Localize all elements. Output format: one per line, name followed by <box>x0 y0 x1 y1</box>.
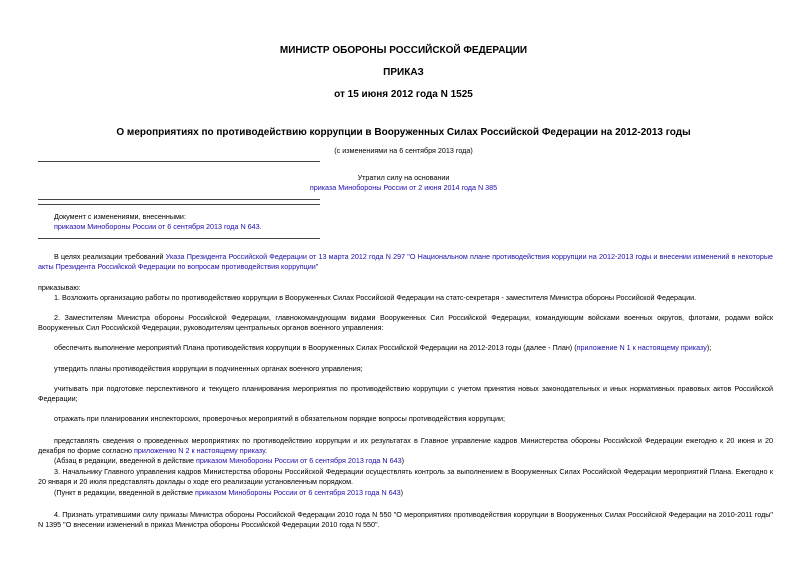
appendix-1-link[interactable]: приложение N 1 к настоящему приказу <box>576 343 707 352</box>
amendments-note: (с изменениями на 6 сентября 2013 года) <box>334 146 473 155</box>
note1-link[interactable]: приказом Минобороны России от 6 сентября 2013 года N 643 <box>195 456 402 465</box>
intro-link[interactable]: Указа Президента Российской Федерации от 13 марта 2012 года N 297 "О Национальном плане противодействия коррупции на 2012-2013 годы и внесении изменений в некоторые акты Президента Российской Федерации по вопросам противодействия коррупции" <box>38 252 773 271</box>
paragraph-2a <box>38 343 773 353</box>
divider <box>38 204 320 205</box>
note1-text: (Абзац в редакции, введенной в действие <box>54 456 196 465</box>
doc-type-heading: ПРИКАЗ <box>383 67 424 78</box>
paragraph-2b: утвердить планы противодействия коррупции в подчиненных органах военного управления; <box>54 364 363 373</box>
intro-prefix: В целях реализации требований <box>54 252 166 261</box>
page-title: О мероприятиях по противодействию коррупции в Вооруженных Силах Российской Федерации на 2012-2013 годы <box>116 127 691 138</box>
p2a-end: ); <box>706 343 712 352</box>
note1-end: ) <box>401 456 404 465</box>
changes-doc-label: Документ с изменениями, внесенными: <box>54 212 186 221</box>
note2-text: (Пункт в редакции, введенной в действие <box>54 488 196 497</box>
date-number-heading: от 15 июня 2012 года N 1525 <box>334 89 473 100</box>
lost-force-label: Утратил силу на основании <box>357 173 450 182</box>
p2e-end: . <box>264 446 267 455</box>
divider <box>38 161 320 162</box>
intro-paragraph <box>38 252 773 272</box>
divider <box>38 238 320 239</box>
order-word: приказываю: <box>38 283 81 292</box>
paragraph-2c: учитывать при подготовке перспективного и текущего планирования мероприятия по противодействию коррупции с учетом принятия новых законодательных и иных нормативных правовых актов Российской Федерации; <box>38 384 773 403</box>
edit-note-2 <box>54 488 754 498</box>
ministry-heading: МИНИСТР ОБОРОНЫ РОССИЙСКОЙ ФЕДЕРАЦИИ <box>279 45 528 56</box>
paragraph-2e <box>38 436 773 456</box>
divider <box>38 199 320 200</box>
edit-note-1 <box>54 456 754 466</box>
appendix-2-link[interactable]: приложению N 2 к настоящему приказу <box>134 446 265 455</box>
p2a-text: обеспечить выполнение мероприятий Плана противодействия коррупции в Вооруженных Силах Российской Федерации на 2012-2013 годы (далее - План) ( <box>54 343 577 352</box>
lost-force-link[interactable]: приказа Минобороны России от 2 июня 2014 года N 385 <box>309 183 498 192</box>
p2e-text: представлять сведения о проведенных мероприятиях по противодействию коррупции и их результатах в Главное управление кадров Министерства обороны Российской Федерации ежегодно к 20 июня и 20 декабря по форме согласно <box>38 436 773 455</box>
paragraph-2: 2. Заместителям Министра обороны Российской Федерации, главнокомандующим видами Вооруженных Сил Российской Федерации, командующим войсками военных округов, флотами, родами войск Вооруженных Сил Российской Федерации, руководителям центральных органов военного управления: <box>38 313 773 332</box>
paragraph-3: 3. Начальнику Главного управления кадров Министерства обороны Российской Федерации осуществлять контроль за выполнением в Вооруженных Силах Российской Федерации мероприятий Плана. Ежегодно к 20 января и 20 июля представлять доклады о ходе его реализации установленным порядком. <box>38 467 773 486</box>
paragraph-2d: отражать при планировании инспекторских, проверочных мероприятий в обязательном порядке вопросы противодействия коррупции; <box>54 414 506 423</box>
paragraph-1: 1. Возложить организацию работы по противодействию коррупции в Вооруженных Силах Российской Федерации на статс-секретаря - заместителя Министра обороны Российской Федерации. <box>54 293 697 302</box>
paragraph-4: 4. Признать утратившими силу приказы Министра обороны Российской Федерации 2010 года N 550 "О мероприятиях противодействия коррупции в Вооруженных Силах Российской Федерации на 2010-2011 годы" N 1395 "О внесении изменений в приказ Министра обороны Российской Федерации 2010 года N 550". <box>38 510 773 529</box>
note2-end: ) <box>400 488 404 497</box>
changes-doc-link[interactable]: приказом Минобороны России от 6 сентября 2013 года N 643. <box>54 222 262 231</box>
note2-link[interactable]: приказом Минобороны России от 6 сентября 2013 года N 643 <box>195 488 401 497</box>
